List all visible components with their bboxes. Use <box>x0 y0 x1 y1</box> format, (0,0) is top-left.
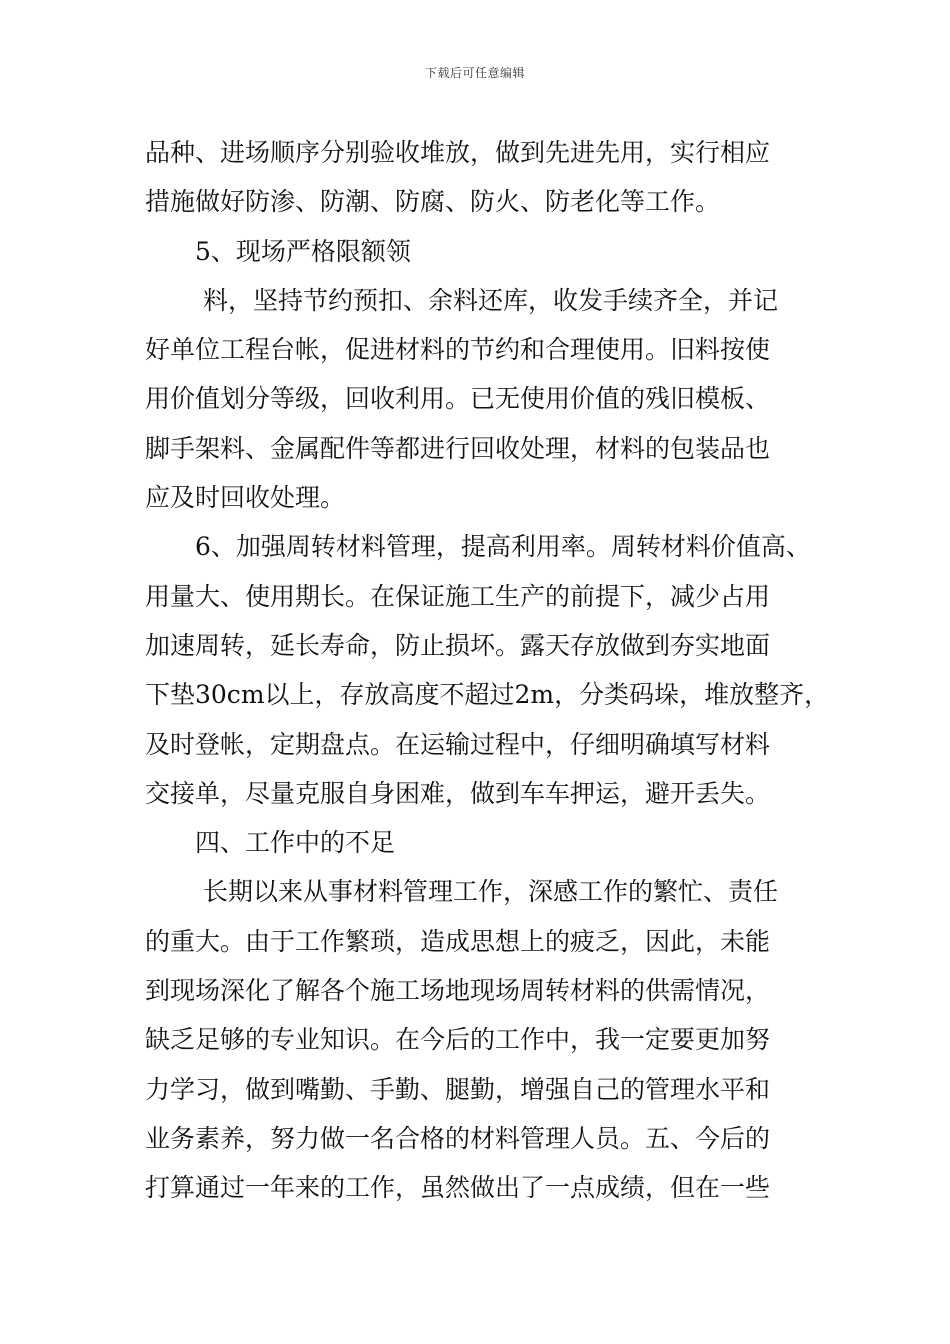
text-line: 料，坚持节约预扣、余料还库，收发手续齐全，并记 <box>203 285 779 315</box>
page-header: 下载后可任意编辑 <box>424 66 525 80</box>
section-heading: 四、工作中的不足 <box>195 828 396 858</box>
text-line: 力学习，做到嘴勤、手勤、腿勤，增强自己的管理水平和 <box>145 1074 771 1104</box>
text-line: 打算通过一年来的工作，虽然做出了一点成绩，但在一些 <box>145 1173 771 1203</box>
text-line: 好单位工程台帐，促进材料的节约和合理使用。旧料按使 <box>145 335 771 365</box>
text-line: 缺乏足够的专业知识。在今后的工作中，我一定要更加努 <box>145 1025 771 1055</box>
document-body <box>145 128 830 1213</box>
text-line: 用价值划分等级，回收利用。已无使用价值的残旧模板、 <box>145 384 771 414</box>
text-line: 脚手架料、金属配件等都进行回收处理，材料的包装品也 <box>145 433 771 463</box>
text-line: 的重大。由于工作繁琐，造成思想上的疲乏，因此，未能 <box>145 926 771 956</box>
text-line: 业务素养，努力做一名合格的材料管理人员。五、今后的 <box>145 1123 771 1153</box>
text-line: 应及时回收处理。 <box>145 483 346 513</box>
text-line: 6、加强周转材料管理，提高利用率。周转材料价值高、 <box>195 532 811 562</box>
section-heading: 5、现场严格限额领 <box>195 236 411 266</box>
text-line: 及时登帐，定期盘点。在运输过程中，仔细明确填写材料 <box>145 729 771 759</box>
text-line: 交接单，尽量克服自身困难，做到车车押运，避开丢失。 <box>145 778 771 808</box>
text-line: 用量大、使用期长。在保证施工生产的前提下，减少占用 <box>145 581 771 611</box>
text-line: 品种、进场顺序分别验收堆放，做到先进先用，实行相应 <box>145 138 771 167</box>
text-line: 加速周转，延长寿命，防止损坏。露天存放做到夯实地面 <box>145 630 771 660</box>
text-line: 长期以来从事材料管理工作，深感工作的繁忙、责任 <box>203 877 779 907</box>
text-line: 措施做好防渗、防潮、防腐、防火、防老化等工作。 <box>145 187 721 217</box>
text-line: 下垫30cm以上，存放高度不超过2m，分类码垛，堆放整齐， <box>145 680 830 710</box>
text-line: 到现场深化了解各个施工场地现场周转材料的供需情况， <box>145 976 771 1006</box>
